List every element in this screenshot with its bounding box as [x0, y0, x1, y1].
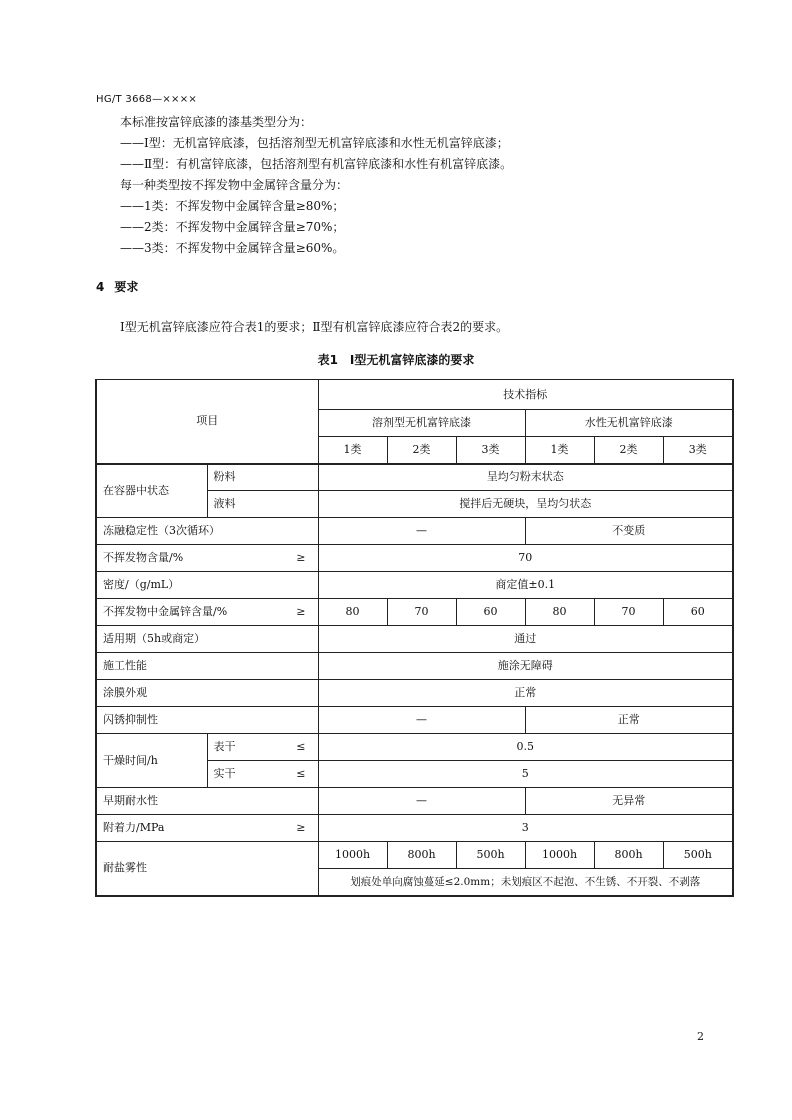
header-tech-spec: 技术指标: [318, 380, 733, 410]
table-row: [96, 653, 733, 680]
cell-value: 不变质: [525, 518, 733, 545]
cell-value: 通过: [318, 626, 733, 653]
operator: ≥: [296, 821, 306, 834]
row-label: [96, 599, 318, 626]
row-label: 冻融稳定性（3次循环）: [96, 518, 318, 545]
class-header: 1类: [525, 437, 594, 464]
paragraph-line: ——3类：不挥发物中金属锌含量≥60%。: [120, 241, 345, 255]
row-label: 适用期（5h或商定）: [96, 626, 318, 653]
document-header: HG/T 3668—××××: [96, 94, 198, 105]
cell-value: 划痕处单向腐蚀蔓延≤2.0mm；未划痕区不起泡、不生锈、不开裂、不剥落: [318, 869, 733, 896]
section-heading: [96, 278, 138, 295]
sub-label: [207, 734, 318, 761]
row-label: 干燥时间/h: [96, 734, 207, 788]
paragraph-line: ——Ⅰ型：无机富锌底漆，包括溶剂型无机富锌底漆和水性无机富锌底漆；: [120, 136, 509, 150]
row-label: 施工性能: [96, 653, 318, 680]
requirements-table: [95, 379, 734, 897]
cell-value: 无异常: [525, 788, 733, 815]
table-row: [96, 572, 733, 599]
operator: ≥: [296, 551, 306, 564]
table-row: [96, 518, 733, 545]
cell-value: 正常: [318, 680, 733, 707]
table-row: [96, 545, 733, 572]
cell-value: 搅拌后无硬块，呈均匀状态: [318, 491, 733, 518]
row-label: [96, 815, 318, 842]
row-label-text: 附着力/MPa: [103, 821, 165, 834]
cell-value: 70: [594, 599, 663, 626]
cell-value: 500h: [663, 842, 733, 869]
cell-value: 0.5: [318, 734, 733, 761]
cell-value: 60: [663, 599, 733, 626]
cell-value: 正常: [525, 707, 733, 734]
table-title: 表1 Ⅰ型无机富锌底漆的要求: [317, 353, 475, 367]
section-number: 4: [96, 280, 105, 294]
cell-value: 1000h: [318, 842, 387, 869]
cell-value: 80: [318, 599, 387, 626]
row-label: 耐盐雾性: [96, 842, 318, 896]
table-row: [96, 626, 733, 653]
class-header: 2类: [594, 437, 663, 464]
page-number: 2: [697, 1030, 704, 1043]
cell-value: 800h: [387, 842, 456, 869]
cell-value: 60: [456, 599, 525, 626]
table-row: [96, 815, 733, 842]
requirement-text: Ⅰ型无机富锌底漆应符合表1的要求；Ⅱ型有机富锌底漆应符合表2的要求。: [120, 320, 509, 334]
class-header: 2类: [387, 437, 456, 464]
table-row: [96, 788, 733, 815]
row-label: 早期耐水性: [96, 788, 318, 815]
cell-value: 5: [318, 761, 733, 788]
intro-paragraphs: [96, 112, 716, 259]
class-header: 1类: [318, 437, 387, 464]
sub-label-text: 表干: [213, 740, 236, 753]
cell-value: 80: [525, 599, 594, 626]
table-row: [96, 707, 733, 734]
row-label: 闪锈抑制性: [96, 707, 318, 734]
header-solvent: 溶剂型无机富锌底漆: [318, 410, 525, 437]
cell-value: 施涂无障碍: [318, 653, 733, 680]
header-item: 项目: [96, 380, 318, 464]
class-header: 3类: [663, 437, 733, 464]
paragraph-line: 每一种类型按不挥发物中金属锌含量分为：: [120, 178, 349, 192]
paragraph-line: ——Ⅱ型：有机富锌底漆，包括溶剂型有机富锌底漆和水性有机富锌底漆。: [120, 157, 513, 171]
table-row: [96, 734, 733, 761]
paragraph-line: ——2类：不挥发物中金属锌含量≥70%；: [120, 220, 345, 234]
cell-value: 500h: [456, 842, 525, 869]
cell-value: 70: [318, 545, 733, 572]
table-row: [96, 464, 733, 491]
table-row: [96, 842, 733, 869]
header-water: 水性无机富锌底漆: [525, 410, 733, 437]
cell-value: 3: [318, 815, 733, 842]
paragraph-line: 本标准按富锌底漆的漆基类型分为：: [120, 115, 313, 129]
table-row: [96, 599, 733, 626]
cell-value: 商定值±0.1: [318, 572, 733, 599]
row-label-text: 不挥发物含量/%: [103, 551, 184, 564]
cell-value: 800h: [594, 842, 663, 869]
cell-value: 1000h: [525, 842, 594, 869]
row-label-text: 不挥发物中金属锌含量/%: [103, 605, 228, 618]
row-label: 密度/（g/mL）: [96, 572, 318, 599]
cell-value: —: [318, 518, 525, 545]
class-header: 3类: [456, 437, 525, 464]
sub-label: [207, 761, 318, 788]
paragraph-line: ——1类：不挥发物中金属锌含量≥80%；: [120, 199, 345, 213]
section-title: 要求: [114, 280, 139, 294]
sub-label: 粉料: [207, 464, 318, 491]
row-label: [96, 545, 318, 572]
sub-label-text: 实干: [213, 767, 236, 780]
operator: ≤: [296, 767, 306, 780]
cell-value: 70: [387, 599, 456, 626]
row-label: 在容器中状态: [96, 464, 207, 518]
cell-value: —: [318, 788, 525, 815]
cell-value: —: [318, 707, 525, 734]
table-row: [96, 680, 733, 707]
sub-label: 液料: [207, 491, 318, 518]
operator: ≥: [296, 605, 306, 618]
cell-value: 呈均匀粉末状态: [318, 464, 733, 491]
row-label: 涂膜外观: [96, 680, 318, 707]
operator: ≤: [296, 740, 306, 753]
